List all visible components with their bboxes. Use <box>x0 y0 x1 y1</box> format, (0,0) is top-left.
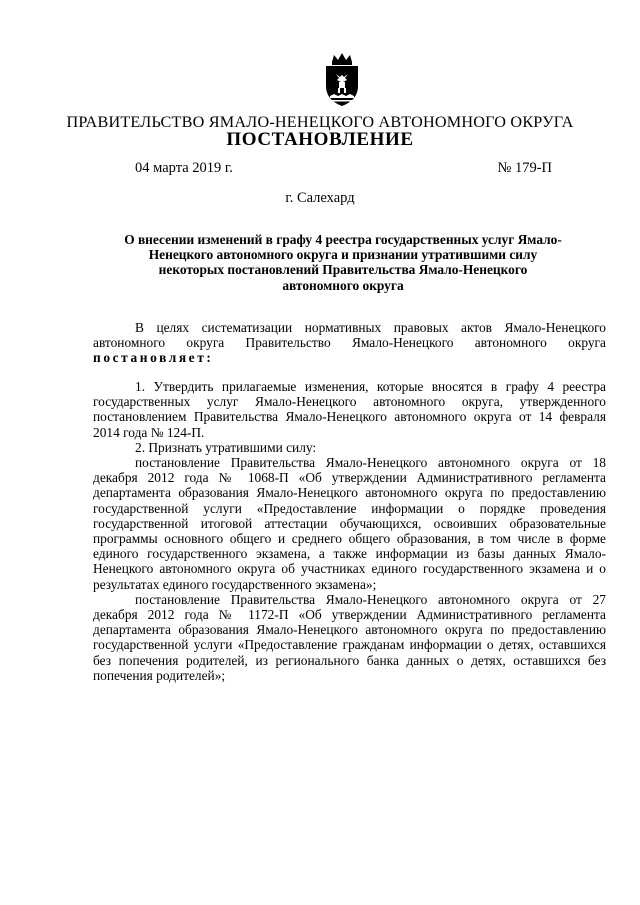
item-2a: постановление Правительства Ямало-Ненецкого автономного округа от 18 декабря 2012 года № 1068-П «Об утверждении Административного регламента департамента образования Ямало-Ненецкого автономного округа по предоставлению государственной услуги «Предоставление информации о порядке проведения государственной итоговой аттестации обучающихся, освоивших образовательные программы основного общего и среднего общего образования, в том числе в форме единого государственного экзамена, а также информации из базы данных Ямало-Ненецкого автономного округа об участниках единого государственного экзамена и о результатах единого государственного экзамена»; <box>93 455 606 592</box>
document-number: № 179-П <box>497 160 552 176</box>
item-1: 1. Утвердить прилагаемые изменения, которые вносятся в графу 4 реестра государственных услуг Ямало-Ненецкого автономного округа, утвержденного постановлением Правительства Ямало-Ненецкого автономного округа от 14 февраля 2014 года № 124-П. <box>93 379 606 440</box>
document-items <box>93 379 606 683</box>
intro-paragraph <box>93 320 606 366</box>
intro-text: В целях систематизации нормативных правовых актов Ямало-Ненецкого автономного округа Правительство Ямало-Ненецкого автономного округа <box>93 320 606 351</box>
document-date: 04 марта 2019 г. <box>135 160 233 176</box>
item-2b: постановление Правительства Ямало-Ненецкого автономного округа от 27 декабря 2012 года № 1172-П «Об утверждении Административного регламента департамента образования Ямало-Ненецкого автономного округа по предоставлению государственной услуги «Предоставление гражданам информации о детях, оставшихся без попечения родителей, из регионального банка данных о детях, оставшихся без попечения родителей»; <box>93 591 606 683</box>
government-name: ПРАВИТЕЛЬСТВО ЯМАЛО-НЕНЕЦКОГО АВТОНОМНОГО ОКРУГА <box>66 113 574 131</box>
intro-decision: постановляет: <box>93 350 214 366</box>
document-city: г. Салехард <box>285 190 355 206</box>
document-type: ПОСТАНОВЛЕНИЕ <box>226 129 414 150</box>
coat-of-arms-icon <box>322 52 362 108</box>
document-heading: О внесении изменений в графу 4 реестра государственных услуг Ямало-Ненецкого автономного округа и признании утратившими силу некоторых постановлений Правительства Ямало-Ненецкого автономного округа <box>124 232 562 293</box>
item-2: 2. Признать утратившими силу: <box>135 439 317 455</box>
